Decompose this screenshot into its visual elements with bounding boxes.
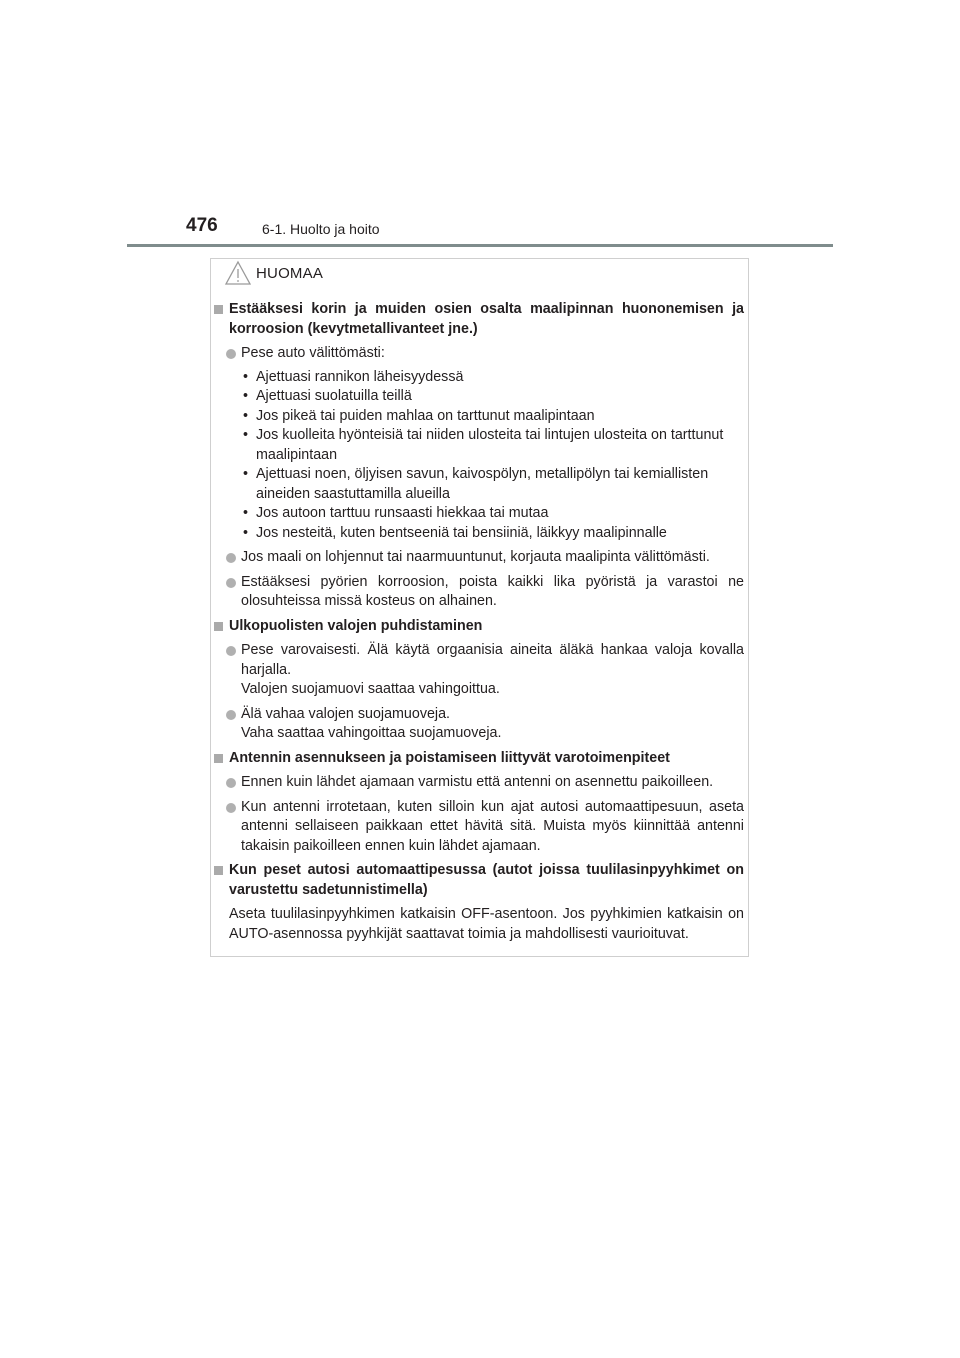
sub-list-item: • Ajettuasi noen, öljyisen savun, kaivospölyn, metallipölyn tai kemiallisten aineiden saastuttamilla alueilla — [243, 466, 709, 502]
list-item: Pese auto välittömästi: — [214, 344, 744, 364]
warning-triangle-icon — [224, 260, 252, 286]
square-bullet-icon — [214, 305, 223, 314]
list-item: Jos maali on lohjennut tai naarmuuntunut, korjauta maalipinta välittömästi. — [214, 548, 744, 568]
sub-list — [214, 368, 744, 544]
list-item: Pese varovaisesti. Älä käytä orgaanisia aineita äläkä hankaa valoja kovalla harjalla. Valojen suojamuovi saattaa vahingoittua. — [214, 641, 744, 700]
notice-header — [224, 260, 323, 286]
list-item: Älä vahaa valojen suojamuoveja. Vaha saattaa vahingoittaa suojamuoveja. — [214, 705, 744, 744]
section-heading: Kun peset autosi automaattipesussa (autot joissa tuulilasinpyyhkimet on varustettu sadetunnistimella) — [214, 861, 744, 900]
page-number: 476 — [186, 215, 218, 236]
list-item: Ennen kuin lähdet ajamaan varmistu että antenni on asennettu paikoilleen. — [214, 773, 744, 793]
square-bullet-icon — [214, 622, 223, 631]
sub-list-item: • Jos kuolleita hyönteisiä tai niiden ulosteita tai lintujen ulosteita on tarttunut maalipintaan — [243, 427, 724, 463]
sub-list-item: • Ajettuasi rannikon läheisyydessä — [243, 368, 464, 385]
round-bullet-icon — [226, 578, 236, 588]
round-bullet-icon — [226, 349, 236, 359]
round-bullet-icon — [226, 553, 236, 563]
section-heading: Ulkopuolisten valojen puhdistaminen — [214, 617, 744, 637]
round-bullet-icon — [226, 778, 236, 788]
section-heading: Antennin asennukseen ja poistamiseen liittyvät varotoimenpiteet — [214, 749, 744, 769]
section-heading: Estääksesi korin ja muiden osien osalta maalipinnan huononemisen ja korroosion (kevytmetallivanteet jne.) — [214, 300, 744, 339]
section-title: 6-1. Huolto ja hoito — [262, 221, 380, 237]
round-bullet-icon — [226, 646, 236, 656]
sub-list-item: • Jos autoon tarttuu runsaasti hiekkaa tai mutaa — [243, 505, 549, 521]
sub-list-item: • Jos nesteitä, kuten bentseeniä tai bensiiniä, läikkyy maalipinnalle — [243, 524, 667, 541]
square-bullet-icon — [214, 866, 223, 875]
sub-list-item: • Jos pikeä tai puiden mahlaa on tarttunut maalipintaan — [243, 407, 595, 424]
header-rule — [127, 244, 833, 247]
round-bullet-icon — [226, 803, 236, 813]
list-item: Kun antenni irrotetaan, kuten silloin kun ajat autosi automaattipesuun, aseta antenni sellaiseen paikkaan ettet hävitä sitä. Muista myös kiinnittää antenni takaisin paikoilleen ennen kuin lähdet ajamaan. — [214, 798, 744, 857]
square-bullet-icon — [214, 754, 223, 763]
notice-content — [214, 300, 744, 944]
sub-list-item: • Ajettuasi suolatuilla teillä — [243, 388, 412, 404]
notice-title: HUOMAA — [256, 264, 324, 282]
round-bullet-icon — [226, 710, 236, 720]
list-item: Estääksesi pyörien korroosion, poista kaikki lika pyöristä ja varastoi ne olosuhteissa missä kosteus on alhainen. — [214, 573, 744, 612]
paragraph: Aseta tuulilasinpyyhkimen katkaisin OFF-asentoon. Jos pyyhkimien katkaisin on AUTO-asennossa pyyhkijät saattavat toimia ja mahdollisesti vaurioituvat. — [229, 906, 744, 942]
